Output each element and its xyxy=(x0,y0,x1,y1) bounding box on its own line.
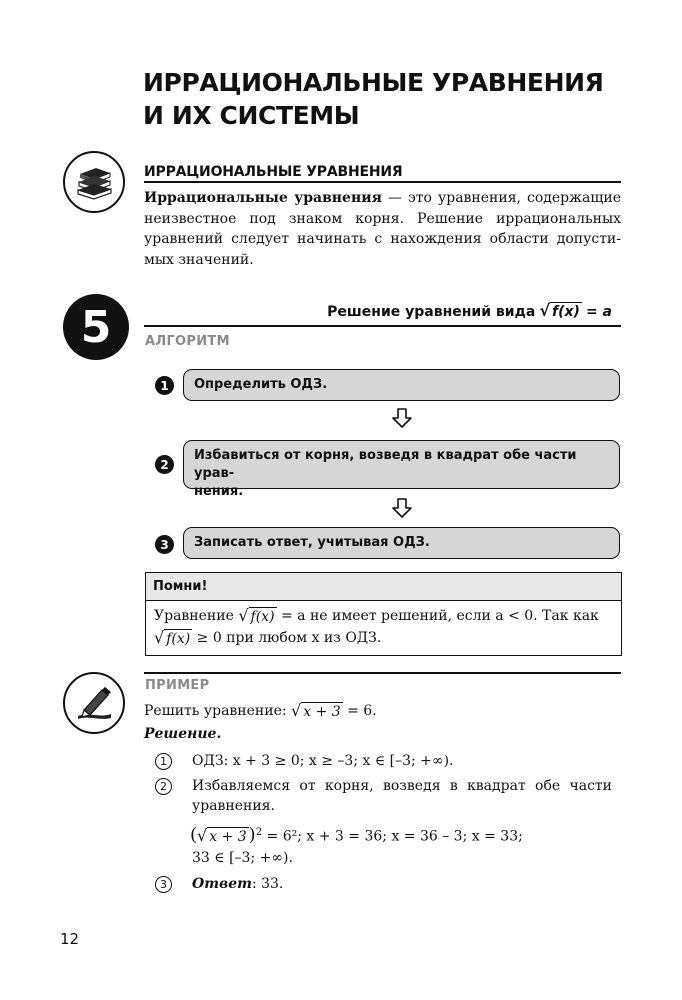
pencil-icon xyxy=(63,672,125,734)
remember-line1-pre: Уравнение xyxy=(154,608,234,624)
sqrt-formula: √ f(x) xyxy=(154,627,191,647)
solution-step-number-2: 2 xyxy=(155,778,172,795)
step-number-1: 1 xyxy=(155,376,174,395)
down-arrow-icon xyxy=(391,407,413,429)
example-task-rhs: = 6. xyxy=(347,703,377,719)
section-rule xyxy=(144,181,621,183)
sqrt-inner: x + 3 xyxy=(209,829,247,846)
down-arrow-icon xyxy=(391,497,413,519)
solution-step-2-line1: Избавляемся от корня, возведя в квадрат обе части xyxy=(192,778,612,794)
algorithm-step-2 xyxy=(183,440,620,499)
solution-label: Решение. xyxy=(144,726,222,742)
answer-value: : 33. xyxy=(251,876,284,892)
section-number-badge: 5 xyxy=(63,294,129,360)
remember-line2-post: ≥ 0 при любом x из ОДЗ. xyxy=(196,630,382,646)
sqrt-inner: x + 3 xyxy=(303,703,341,720)
block-rule xyxy=(144,325,621,327)
remember-line1-post: = a не имеет решений, если a < 0. Так как xyxy=(281,608,599,624)
step-2-line2: нения. xyxy=(194,484,244,499)
solution-answer xyxy=(192,874,283,894)
example-label: ПРИМЕР xyxy=(145,678,210,693)
remember-heading: Помни! xyxy=(146,573,621,601)
solution-step-2-line2: уравнения. xyxy=(192,798,275,814)
example-task-text: Решить уравнение: xyxy=(144,703,287,719)
sqrt-formula: √ x + 3 xyxy=(291,700,341,720)
chapter-title-line2: И ИХ СИСТЕМЫ xyxy=(143,101,360,130)
example-task xyxy=(144,701,377,721)
solution-step-number-3: 3 xyxy=(155,876,172,893)
block-subtitle xyxy=(327,302,612,321)
solution-step-2-calc-line2: 33 ∈ [–3; +∞). xyxy=(192,850,293,866)
sqrt-formula: √ f(x) xyxy=(238,605,275,625)
step-number-3: 3 xyxy=(155,535,174,554)
solution-step-2-calc: ( √ x + 3 )$^2$ = 6²; x + 3 = 36; x = 36 – 3; x = 33; xyxy=(190,824,523,846)
sqrt-formula: √ f(x) xyxy=(539,301,580,320)
definition-term: Иррациональные уравнения xyxy=(144,190,382,206)
solution-calc-text: = 6²; x + 3 = 36; x = 36 – 3; x = 33; xyxy=(266,828,523,845)
solution-label-text: Решение xyxy=(144,726,217,742)
algorithm-step-1: Определить ОДЗ. xyxy=(183,369,620,401)
sqrt-formula: √ x + 3 xyxy=(197,826,247,846)
remember-line1 xyxy=(154,605,613,627)
remember-box xyxy=(145,572,622,656)
page-number: 12 xyxy=(60,930,80,948)
remember-line2 xyxy=(154,627,613,649)
definition-paragraph xyxy=(144,188,621,270)
block-subtitle-text: Решение уравнений вида xyxy=(327,303,536,320)
sqrt-inner: f(x) xyxy=(166,630,191,647)
algorithm-label: АЛГОРИТМ xyxy=(145,334,230,349)
example-rule xyxy=(144,672,621,674)
sqrt-inner: f(x) xyxy=(250,608,275,625)
sqrt-inner: f(x) xyxy=(552,304,580,320)
chapter-title xyxy=(143,66,613,132)
books-icon xyxy=(63,151,125,213)
formula-rhs: = a xyxy=(585,303,612,320)
remember-body xyxy=(146,601,621,653)
chapter-title-line1: ИРРАЦИОНАЛЬНЫЕ УРАВНЕНИЯ xyxy=(143,68,604,97)
step-2-line1: Избавиться от корня, возведя в квадрат обе части урав- xyxy=(194,448,577,481)
algorithm-step-3: Записать ответ, учитывая ОДЗ. xyxy=(183,527,620,559)
answer-label: Ответ xyxy=(192,876,252,892)
definition-text-1: — это уравнения, содержащие xyxy=(381,190,621,206)
solution-step-number-1: 1 xyxy=(155,753,172,770)
step-number-2: 2 xyxy=(155,455,174,474)
section-heading: ИРРАЦИОНАЛЬНЫЕ УРАВНЕНИЯ xyxy=(144,164,403,180)
definition-text-2: неизвестное под знаком корня. Решение иррациональных уравнений следует начинать с нахождения области допусти-мых значений. xyxy=(144,210,621,268)
solution-step-1: ОДЗ: x + 3 ≥ 0; x ≥ –3; x ∈ [–3; +∞). xyxy=(192,753,454,769)
